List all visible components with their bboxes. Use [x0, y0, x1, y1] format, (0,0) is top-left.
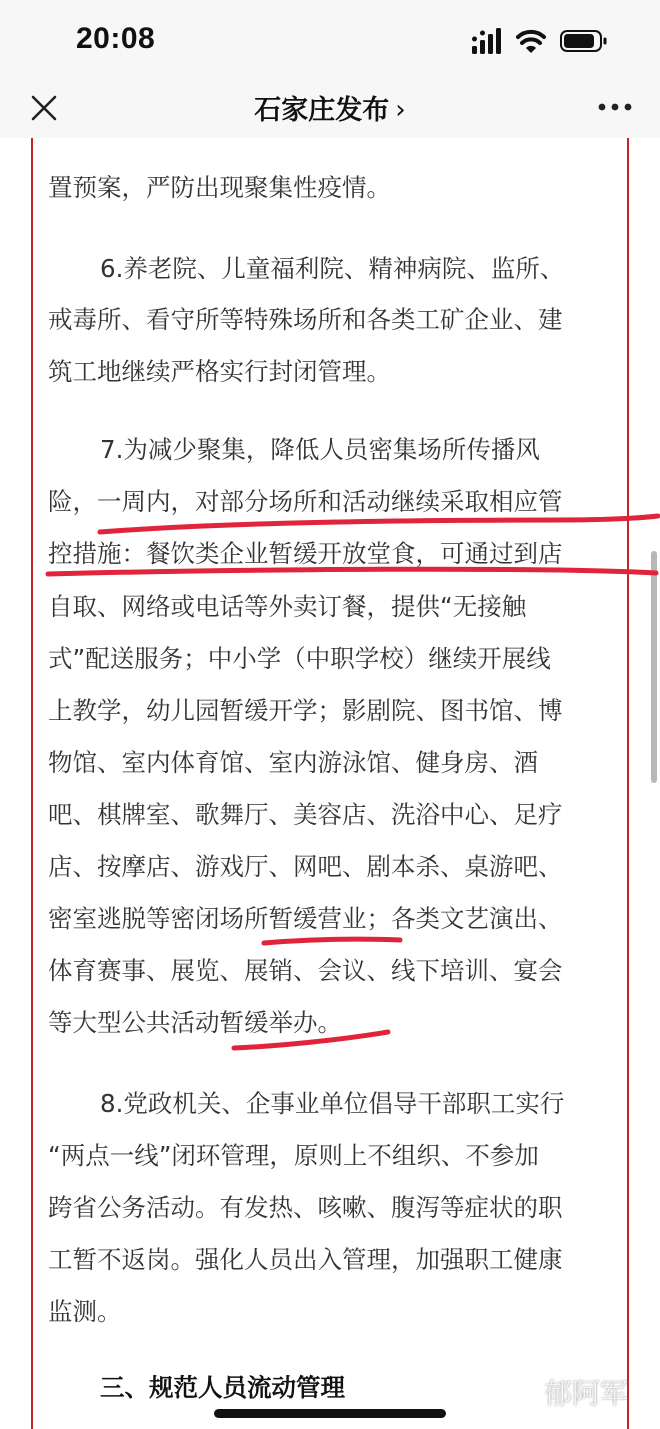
paragraph-line: 店、按摩店、游戏厅、网吧、剧本杀、桌游吧、	[48, 852, 563, 881]
paragraph-line: 控措施：餐饮类企业暂缓开放堂食，可通过到店	[48, 539, 563, 568]
watermark: 郁阿军	[544, 1377, 629, 1410]
paragraph-line: 式”配送服务；中小学（中职学校）继续开展线	[48, 644, 551, 673]
paragraph-line: 置预案，严防出现聚集性疫情。	[48, 173, 391, 202]
paragraph-line: 险，一周内，对部分场所和活动继续采取相应管	[48, 487, 563, 516]
paragraph-line: 自取、网络或电话等外卖订餐，提供“无接触	[48, 592, 527, 621]
paragraph-line: 密室逃脱等密闭场所暂缓营业；各类文艺演出、	[48, 904, 563, 933]
nav-bar	[0, 78, 660, 138]
article-content[interactable]	[0, 138, 660, 1429]
section-heading: 三、规范人员流动管理	[100, 1373, 345, 1402]
paragraph-line: 跨省公务活动。有发热、咳嗽、腹泻等症状的职	[48, 1193, 563, 1222]
scrollbar-thumb[interactable]	[651, 551, 657, 783]
paragraph-line: 8.党政机关、企事业单位倡导干部职工实行	[100, 1089, 565, 1118]
paragraph-line: 物馆、室内体育馆、室内游泳馆、健身房、酒	[48, 748, 538, 777]
signal-icon	[472, 28, 501, 54]
paragraph-line: 筑工地继续严格实行封闭管理。	[48, 357, 391, 386]
account-title-link[interactable]	[0, 88, 660, 127]
paragraph-line: 吧、棋牌室、歌舞厅、美容店、洗浴中心、足疗	[48, 800, 563, 829]
more-icon[interactable]	[598, 100, 632, 114]
status-time: 20:08	[76, 22, 156, 55]
status-icons	[472, 26, 612, 56]
chevron-right-icon: ›	[395, 95, 406, 125]
paragraph-line: 6.养老院、儿童福利院、精神病院、监所、	[100, 254, 565, 283]
paragraph-line: 7.为减少聚集，降低人员密集场所传播风	[100, 435, 540, 464]
paragraph-line: “两点一线”闭环管理，原则上不组织、不参加	[48, 1141, 539, 1170]
red-frame-left	[31, 138, 33, 1429]
battery-icon	[561, 31, 607, 51]
paragraph-line: 上教学，幼儿园暂缓开学；影剧院、图书馆、博	[48, 696, 563, 725]
paragraph-line: 等大型公共活动暂缓举办。	[48, 1008, 342, 1037]
account-title: 石家庄发布	[254, 95, 390, 126]
home-indicator[interactable]	[214, 1409, 446, 1418]
status-bar	[0, 0, 660, 78]
paragraph-line: 戒毒所、看守所等特殊场所和各类工矿企业、建	[48, 305, 563, 334]
paragraph-line: 体育赛事、展览、展销、会议、线下培训、宴会	[48, 956, 563, 985]
paragraph-line: 监测。	[48, 1297, 122, 1326]
wifi-icon	[518, 32, 544, 53]
paragraph-line: 工暂不返岗。强化人员出入管理，加强职工健康	[48, 1245, 563, 1274]
